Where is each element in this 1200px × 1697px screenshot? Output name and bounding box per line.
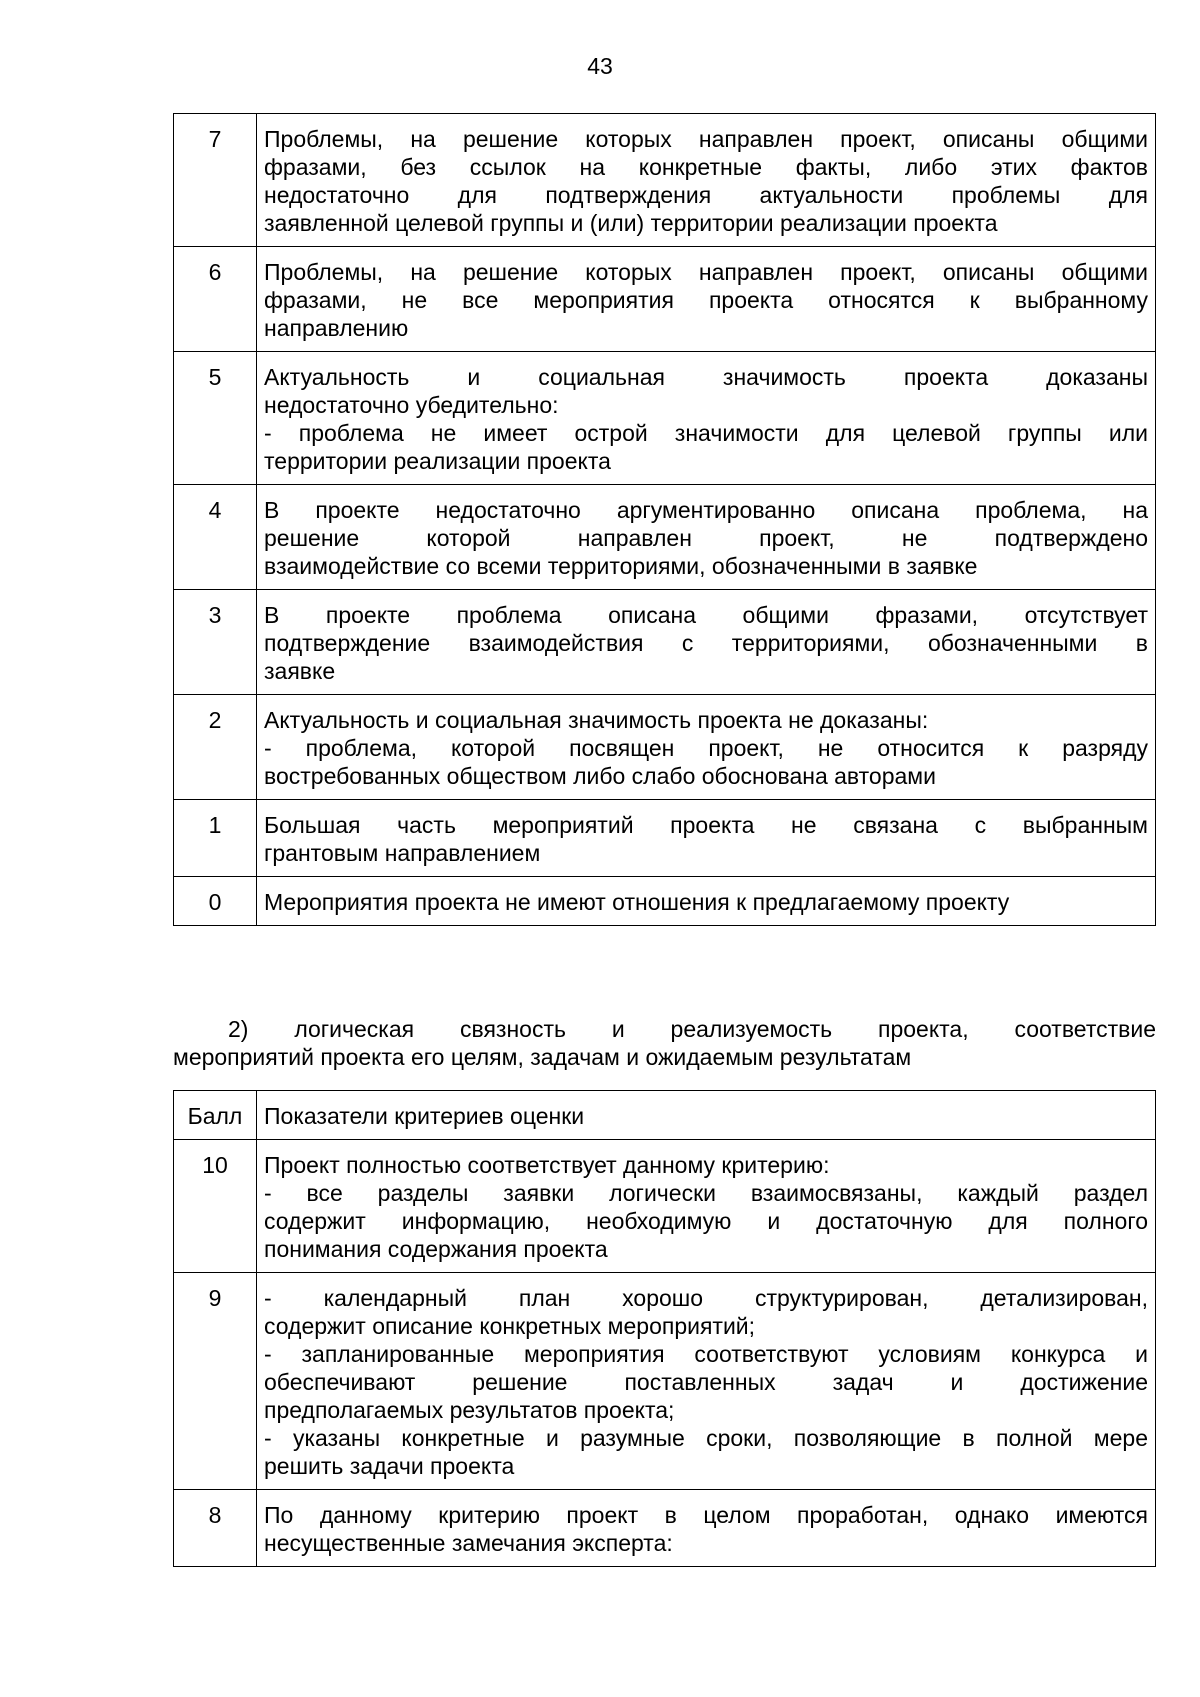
description-cell [257, 247, 1156, 352]
text-line: - запланированные мероприятия соответствуют условиям конкурса и [264, 1341, 1148, 1367]
text-line: содержит информацию, необходимую и достаточную для полного [264, 1208, 1148, 1234]
text-line: 2) логическая связность и реализуемость проекта, соответствие [228, 1016, 1156, 1042]
score-cell: 9 [174, 1273, 257, 1490]
text-line: фразами, без ссылок на конкретные факты, либо этих фактов [264, 154, 1148, 180]
criterion-paragraph [173, 1015, 1156, 1071]
score-cell: 3 [174, 590, 257, 695]
text-line: предполагаемых результатов проекта; [264, 1397, 675, 1423]
score-cell: 6 [174, 247, 257, 352]
score-cell: 10 [174, 1140, 257, 1273]
text-line: Большая часть мероприятий проекта не связана с выбранным [264, 812, 1148, 838]
text-line: взаимодействие со всеми территориями, обозначенными в заявке [264, 553, 978, 579]
text-line: фразами, не все мероприятия проекта относятся к выбранному [264, 287, 1148, 313]
text-line: решить задачи проекта [264, 1453, 515, 1479]
header-score-cell: Балл [174, 1091, 257, 1140]
text-line: Проблемы, на решение которых направлен проект, описаны общими [264, 259, 1148, 285]
table-row [174, 1490, 1156, 1567]
table-row [174, 800, 1156, 877]
text-line: заявленной целевой группы и (или) территории реализации проекта [264, 210, 998, 236]
text-line: недостаточно для подтверждения актуальности проблемы для [264, 182, 1148, 208]
text-line: - указаны конкретные и разумные сроки, позволяющие в полной мере [264, 1425, 1148, 1451]
text-line: решение которой направлен проект, не подтверждено [264, 525, 1148, 551]
text-line: Актуальность и социальная значимость проекта не доказаны: [264, 707, 929, 733]
text-line: - проблема, которой посвящен проект, не относится к разряду [264, 735, 1148, 761]
table-row [174, 352, 1156, 485]
description-cell [257, 590, 1156, 695]
text-line: направлению [264, 315, 409, 341]
score-cell: 1 [174, 800, 257, 877]
description-cell [257, 877, 1156, 926]
description-cell [257, 1140, 1156, 1273]
table-row [174, 590, 1156, 695]
text-line: обеспечивают решение поставленных задач и достижение [264, 1369, 1148, 1395]
description-cell [257, 695, 1156, 800]
description-cell [257, 485, 1156, 590]
text-line: недостаточно убедительно: [264, 392, 559, 418]
text-line: мероприятий проекта его целям, задачам и ожидаемым результатам [173, 1044, 912, 1070]
header-description-cell [257, 1091, 1156, 1140]
text-line: подтверждение взаимодействия с территориями, обозначенными в [264, 630, 1148, 656]
text-line: несущественные замечания эксперта: [264, 1530, 673, 1556]
score-cell: 5 [174, 352, 257, 485]
text-line: территории реализации проекта [264, 448, 611, 474]
text-line: - все разделы заявки логически взаимосвязаны, каждый раздел [264, 1180, 1148, 1206]
text-line: Проект полностью соответствует данному критерию: [264, 1152, 830, 1178]
score-cell: 7 [174, 114, 257, 247]
text-line: востребованных обществом либо слабо обоснована авторами [264, 763, 936, 789]
page-number: 43 [587, 53, 613, 79]
text-line: грантовым направлением [264, 840, 541, 866]
text-line: понимания содержания проекта [264, 1236, 608, 1262]
criteria-table-relevance [173, 113, 1156, 926]
text-line: Показатели критериев оценки [264, 1103, 585, 1129]
table-row [174, 485, 1156, 590]
table-row [174, 114, 1156, 247]
text-line: По данному критерию проект в целом проработан, однако имеются [264, 1502, 1148, 1528]
description-cell [257, 352, 1156, 485]
text-line: содержит описание конкретных мероприятий; [264, 1313, 756, 1339]
description-cell [257, 1273, 1156, 1490]
score-cell: 2 [174, 695, 257, 800]
description-cell [257, 800, 1156, 877]
table-row [174, 877, 1156, 926]
score-cell: 4 [174, 485, 257, 590]
score-cell: 0 [174, 877, 257, 926]
description-cell [257, 1490, 1156, 1567]
text-line: заявке [264, 658, 336, 684]
table-header-row [174, 1091, 1156, 1140]
description-cell [257, 114, 1156, 247]
text-line: В проекте проблема описана общими фразами, отсутствует [264, 602, 1148, 628]
table-row [174, 1273, 1156, 1490]
text-line: - проблема не имеет острой значимости для целевой группы или [264, 420, 1148, 446]
text-line: Актуальность и социальная значимость проекта доказаны [264, 364, 1148, 390]
text-line: Проблемы, на решение которых направлен проект, описаны общими [264, 126, 1148, 152]
criteria-table-logic [173, 1090, 1156, 1567]
table-row [174, 247, 1156, 352]
text-line: В проекте недостаточно аргументированно описана проблема, на [264, 497, 1148, 523]
score-cell: 8 [174, 1490, 257, 1567]
text-line: - календарный план хорошо структурирован, детализирован, [264, 1285, 1148, 1311]
table-row [174, 1140, 1156, 1273]
table-row [174, 695, 1156, 800]
text-line: Мероприятия проекта не имеют отношения к предлагаемому проекту [264, 889, 1010, 915]
